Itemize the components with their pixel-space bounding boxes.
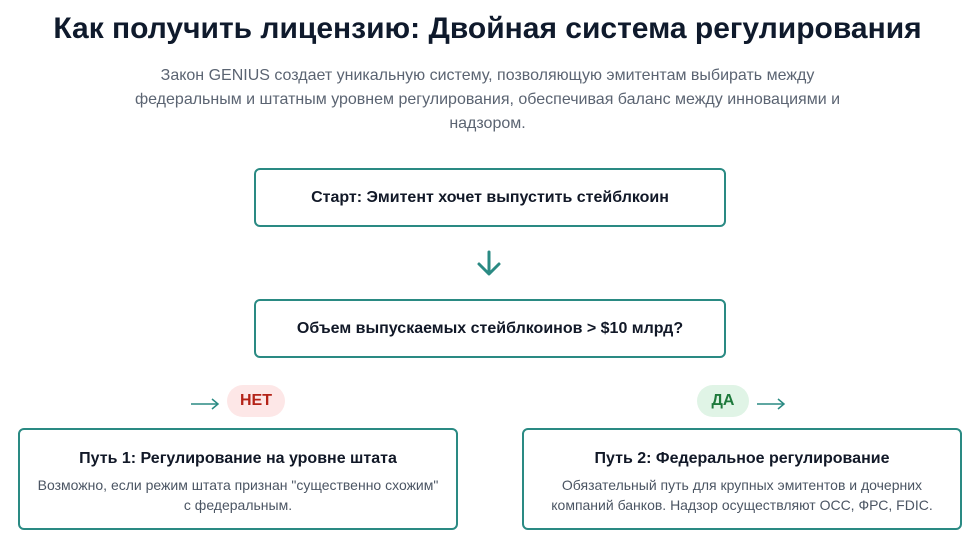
page-subtitle: Закон GENIUS создает уникальную систему, позволяющую эмитентам выбирать между федеральным и штатным уровнем регулирования, обеспечивая баланс между инновациями и надзором.: [134, 67, 841, 132]
page-title: Как получить лицензию: Двойная система регулирования: [53, 12, 922, 45]
no-badge: [227, 385, 285, 417]
start-node: [254, 168, 726, 227]
path-card-title: Путь 2: Федеральное регулирование: [594, 450, 890, 467]
arrow-right-icon: [755, 395, 787, 413]
path-card-state: [18, 428, 458, 530]
path-card-description: Обязательный путь для крупных эмитентов и дочерних компаний банков. Надзор осуществляют ОСС, ФРС, FDIC.: [551, 477, 933, 513]
decision-node: [254, 299, 726, 358]
start-node-label: Старт: Эмитент хочет выпустить стейблкоин: [311, 188, 669, 206]
path-card-federal: [522, 428, 962, 530]
yes-badge: [697, 385, 749, 417]
arrow-down-icon: [474, 248, 504, 278]
path-card-title: Путь 1: Регулирование на уровне штата: [79, 450, 397, 467]
decision-node-label: Объем выпускаемых стейблкоинов > $10 млрд?: [296, 319, 684, 337]
yes-badge-label: ДА: [711, 392, 735, 409]
arrow-right-icon: [189, 395, 221, 413]
path-card-description: Возможно, если режим штата признан "существенно схожим" с федеральным.: [37, 477, 439, 513]
no-badge-label: НЕТ: [240, 392, 272, 409]
